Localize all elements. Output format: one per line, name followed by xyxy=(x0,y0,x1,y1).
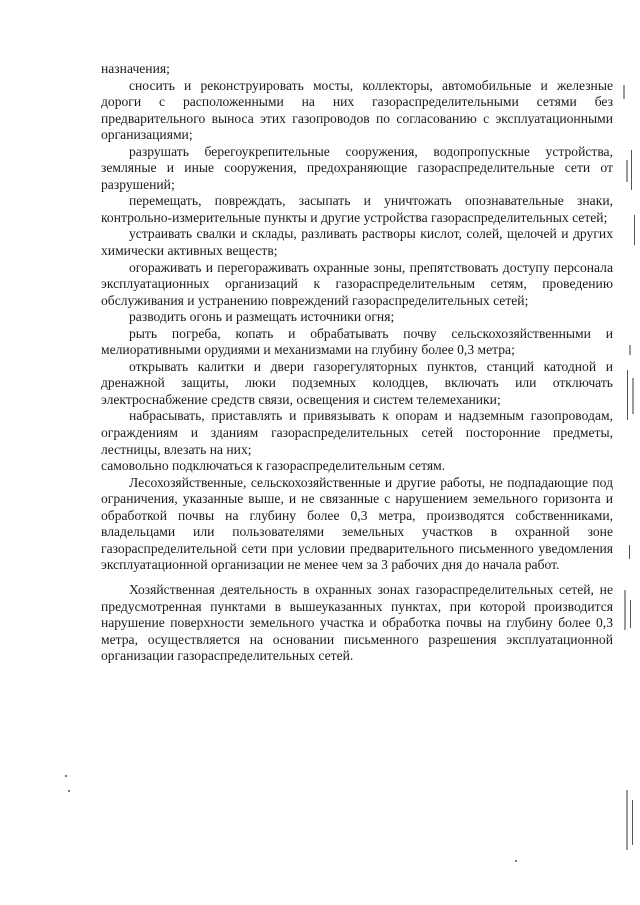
scan-mark xyxy=(629,345,631,355)
paragraph-1: сносить и реконструировать мосты, коллекторы, автомобильные и железные дороги с расположенными на них газораспределительными сетями без предварительного выноса этих газопроводов по согласованию с эксплуатационными организациями; xyxy=(101,77,613,143)
paragraph-6: разводить огонь и размещать источники огня; xyxy=(129,309,395,325)
scan-mark xyxy=(630,600,631,628)
paragraph-12: Хозяйственная деятельность в охранных зонах газораспределительных сетей, не предусмотренная пунктами в вышеуказанных пунктах, при которой производится нарушение поверхности земельного участка и обработка почвы на глубину более 0,3 метра, осуществляется на основании письменного разрешения эксплуатационной организации газораспределительных сетей. xyxy=(101,581,613,664)
paragraph-9: набрасывать, приставлять и привязывать к опорам и надземным газопроводам, ограждениям и зданиям газораспределительных сетей посторонние предметы, лестницы, влезать на них; xyxy=(101,408,613,457)
scan-mark xyxy=(632,378,634,414)
paragraph-2: разрушать берегоукрепительные сооружения, водопропускные устройства, земляные и иные сооружения, предохраняющие газораспределительные сети от разрушений; xyxy=(101,143,613,192)
scan-mark xyxy=(624,590,626,630)
scan-mark xyxy=(631,150,632,190)
scan-speck xyxy=(68,790,70,792)
scan-speck xyxy=(515,860,517,862)
scan-speck xyxy=(65,775,67,777)
paragraph-3: перемещать, повреждать, засыпать и уничтожать опознавательные знаки, контрольно-измерительные пункты и другие устройства газораспределительных сетей; xyxy=(101,193,613,225)
paragraph-0: назначения; xyxy=(101,61,170,76)
scan-mark xyxy=(626,790,628,850)
paragraph-7: рыть погреба, копать и обрабатывать почву сельскохозяйственными и мелиоративными орудиями и механизмами на глубину более 0,3 метра; xyxy=(101,325,613,358)
scan-mark xyxy=(632,800,633,845)
scan-mark xyxy=(629,545,630,559)
paragraph-8: открывать калитки и двери газорегуляторных пунктов, станций катодной и дренажной защиты, люки подземных колодцев, включать или отключать электроснабжение средств связи, освещения и систем телемеханики; xyxy=(101,358,613,407)
paragraph-10: самовольно подключаться к газораспределительным сетям. xyxy=(101,458,446,474)
scan-mark xyxy=(627,370,628,420)
paragraph-4: устраивать свалки и склады, разливать растворы кислот, солей, щелочей и других химически активных веществ; xyxy=(101,226,613,259)
scan-mark xyxy=(634,215,635,245)
document-page xyxy=(101,61,613,665)
paragraph-11: Лесохозяйственные, сельскохозяйственные и другие работы, не подпадающие под ограничения, указанные выше, и не связанные с нарушением земельного горизонта и обработкой почвы на глубину более 0,3 метра, производятся собственниками, владельцами или пользователями земельных участков в охранной зоне газораспределительной сети при условии предварительного письменного уведомления эксплуатационной организации не менее чем за 3 рабочих дня до начала работ. xyxy=(101,474,613,573)
paragraph-5: огораживать и перегораживать охранные зоны, препятствовать доступу персонала эксплуатационных организаций к газораспределительным сетям, проведению обслуживания и устранению повреждений газораспределительных сетей; xyxy=(101,259,613,308)
scan-mark xyxy=(626,160,628,182)
scan-mark xyxy=(623,85,625,99)
